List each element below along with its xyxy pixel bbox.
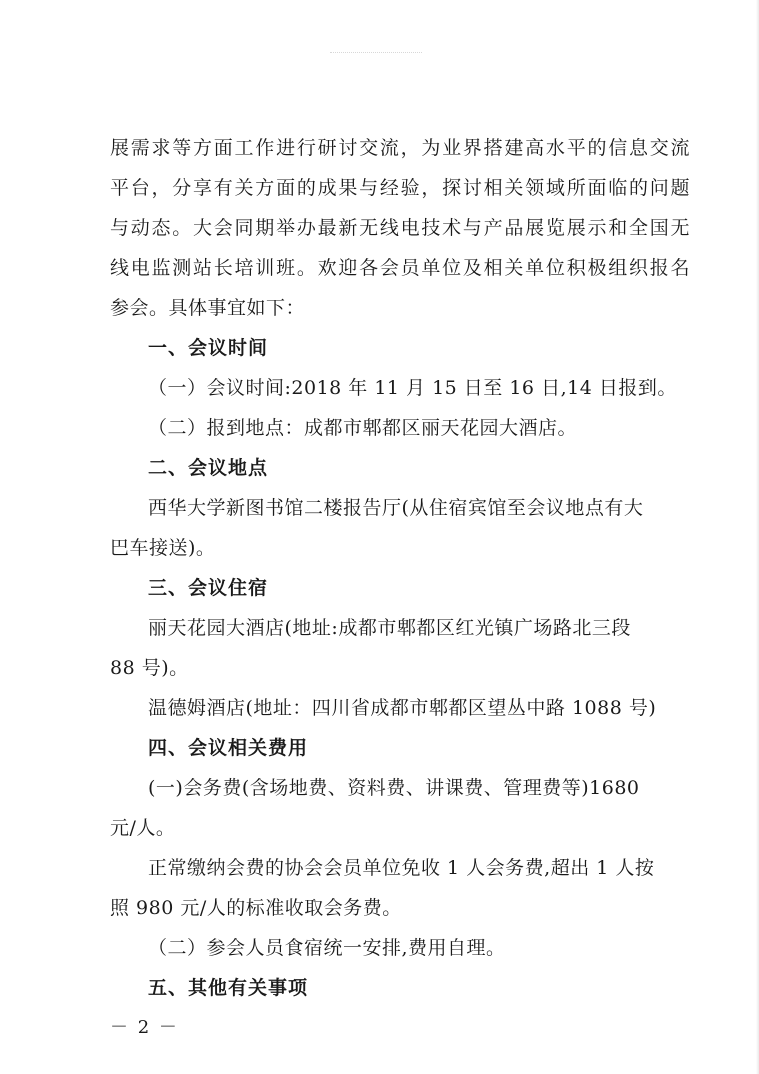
section-heading-fees: 四、会议相关费用 — [148, 737, 309, 759]
fee-note: 照 980 元/人的标准收取会务费。 — [110, 897, 402, 919]
hotel-line: 丽天花园大酒店(地址:成都市郫都区红光镇广场路北三段 — [148, 617, 631, 639]
paragraph-line: 平台，分享有关方面的成果与经验，探讨相关领域所面临的问题 — [110, 177, 690, 199]
paragraph-line: 线电监测站长培训班。欢迎各会员单位及相关单位积极组织报名 — [110, 257, 690, 279]
scan-artifact — [330, 52, 422, 59]
section-heading-time: 一、会议时间 — [148, 337, 269, 359]
fee-item: （二）参会人员食宿统一安排,费用自理。 — [148, 937, 506, 959]
meeting-time-item: （一）会议时间:2018 年 11 月 15 日至 16 日,14 日报到。 — [148, 377, 677, 399]
hotel-line: 88 号)。 — [110, 657, 189, 679]
paragraph-line: 与动态。大会同期举办最新无线电技术与产品展览展示和全国无 — [110, 217, 690, 239]
fee-item: (一)会务费(含场地费、资料费、讲课费、管理费等)1680 — [148, 777, 640, 799]
section-heading-other: 五、其他有关事项 — [148, 977, 309, 999]
section-heading-venue: 二、会议地点 — [148, 457, 269, 479]
paragraph-line: 展需求等方面工作进行研讨交流，为业界搭建高水平的信息交流 — [110, 137, 690, 159]
page-number: － 2 － — [110, 1017, 179, 1038]
venue-line: 巴车接送)。 — [110, 537, 216, 559]
fee-note: 正常缴纳会费的协会会员单位免收 1 人会务费,超出 1 人按 — [148, 857, 655, 879]
section-heading-accommodation: 三、会议住宿 — [148, 577, 269, 599]
hotel-line: 温德姆酒店(地址：四川省成都市郫都区望丛中路 1088 号) — [148, 697, 657, 719]
venue-line: 西华大学新图书馆二楼报告厅(从住宿宾馆至会议地点有大 — [148, 497, 644, 519]
paragraph-line: 参会。具体事宜如下： — [110, 297, 306, 319]
registration-location-item: （二）报到地点：成都市郫都区丽天花园大酒店。 — [148, 417, 578, 439]
fee-item: 元/人。 — [110, 817, 176, 839]
